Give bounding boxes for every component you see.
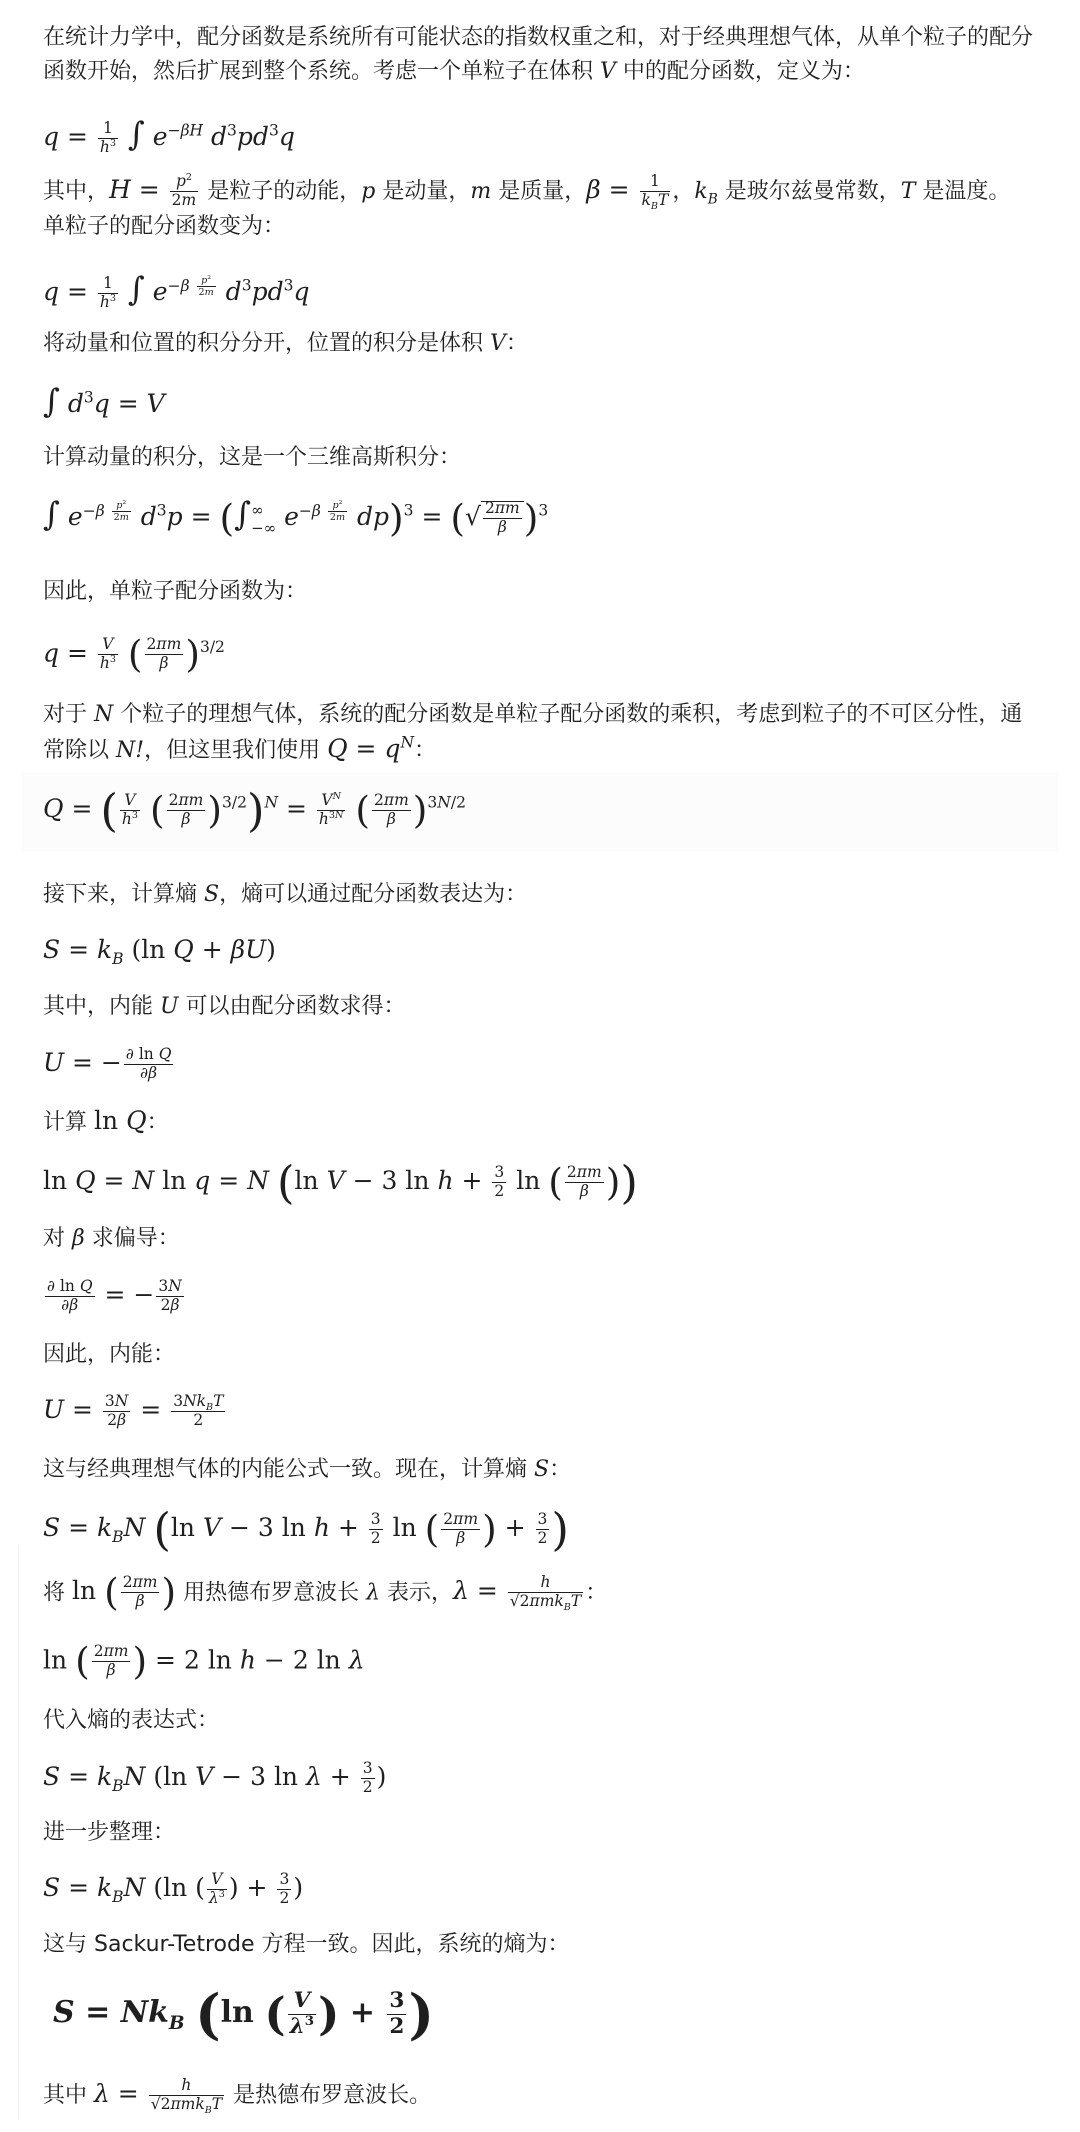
var-N-factorial: N! <box>116 738 145 763</box>
where-hamiltonian-paragraph: 其中，H = $\frac{p^2}{2m}$ 是粒子的动能，p 是动量，m 是质量，β = 1 $k_BT$ ，$k_B$ 是玻尔兹曼常数，T 是温度。 单粒子的配分函数变为： <box>43 172 1011 239</box>
text-boltzmann: 是玻尔兹曼常数， <box>717 179 901 204</box>
var-p: p <box>361 179 376 204</box>
text-single: 因此，单粒子配分函数为： <box>43 579 308 604</box>
text-colon: ： <box>549 1457 572 1482</box>
substitute-text <box>43 1704 219 1738</box>
var-S: S <box>204 882 220 907</box>
eq-entropy-expanded: $S = k_BN$ (ln V − 3 ln h + $\frac{3}{2}$ ln ( $\frac{2\pi m}{\beta}$ ) + $\frac{3}{2}$ ) <box>43 1503 569 1556</box>
eq-entropy-lambda: $S = k_BN$ (ln V − 3 ln λ + $\frac{3}{2}$ ) <box>43 1759 387 1796</box>
simplify-text <box>43 1816 175 1850</box>
text-entropy-expr: ，熵可以通过配分函数表达为： <box>219 882 528 907</box>
eq-entropy-simplified: $S = k_BN$ (ln ( $\frac{V}{\lambda^3}$ ) + $\frac{3}{2}$ ) <box>43 1870 304 1907</box>
math-lnQ: ln Q <box>94 1106 147 1135</box>
intro-line-2a: 函数开始，然后扩展到整个系统。考虑一个单粒子在体积 <box>43 59 600 84</box>
var-T: T <box>900 179 916 204</box>
left-guide-line <box>18 1545 19 2120</box>
text-colon: ： <box>414 738 437 763</box>
text-but-here: ，但这里我们使用 <box>144 738 328 763</box>
eq-ln-ratio-lambda: ln ( $\frac{2\pi m}{\beta}$ ) = 2 ln h − 2 ln λ <box>43 1639 365 1683</box>
eq-single-particle-partition: q = $\frac{1}{h^3}$ ∫ $e^{-\beta H}$ $d^3pd^3q$ <box>43 115 295 156</box>
final-lambda-note <box>43 2076 432 2117</box>
consistency-text <box>43 1453 571 1487</box>
internal-energy-intro-text <box>43 990 406 1024</box>
var-N: N <box>94 702 114 727</box>
eq-lnQ-partial-beta: $\frac{\text{∂ ln Q}}{\partial\beta}$ = − $\frac{3N}{2\beta}$ <box>47 1277 182 1314</box>
text-gauss: 计算动量的积分，这是一个三维高斯积分： <box>43 445 462 470</box>
text-kinetic: 是粒子的动能， <box>200 179 362 204</box>
eq-internal-energy-result: U = $\frac{3N}{2\beta}$ = $3Nk_BT$ 2 <box>43 1392 224 1429</box>
var-lambda: λ <box>366 1580 381 1606</box>
eq-entropy-definition: $S = k_B$ (ln Q + βU) <box>43 935 276 968</box>
text-colon: ： <box>505 331 528 356</box>
thermal-wavelength-text <box>43 1570 608 1614</box>
text-mass: 是质量， <box>491 179 587 204</box>
text-further: 进一步整理： <box>43 1820 176 1845</box>
text-internal: 因此，内能： <box>43 1342 176 1367</box>
var-kB: $k_B$ <box>694 179 718 208</box>
var-V: V <box>490 331 506 356</box>
math-H: H = $\frac{p^2}{2m}$ <box>109 172 197 209</box>
math-lambda-final: λ = h √2πmk$_B$T <box>94 2076 223 2117</box>
text-where: 其中， <box>43 179 110 204</box>
math-lambda-def: λ = h √2πmk$_B$T <box>453 1573 582 1614</box>
var-U: U <box>160 994 179 1019</box>
text-divide: 常除以 <box>43 738 116 763</box>
math-ln-ratio: ln ( $\frac{2\pi m}{\beta}$ ) <box>72 1570 177 1614</box>
internal-energy-result-text <box>43 1338 175 1372</box>
text-internal-energy: 其中，内能 <box>43 994 160 1019</box>
text-compute: 计算 <box>43 1110 94 1135</box>
text-debroglie: 用热德布罗意波长 <box>176 1580 367 1606</box>
text-for: 对于 <box>43 702 94 727</box>
math-Q-def: $Q = q^N$ <box>327 733 415 763</box>
text-sackur-tetrode: 这与 Sackur-Tetrode 方程一致。因此，系统的熵为： <box>43 1932 570 1957</box>
eq-sackur-tetrode-final: $S = Nk_B$ (ln ( $\frac{V}{\lambda^3}$ ) + $\frac{3}{2}$ ) <box>53 1982 435 2046</box>
entropy-intro-text <box>43 878 527 912</box>
n-particle-paragraph <box>43 698 1043 768</box>
text-colon: ： <box>585 1580 608 1606</box>
intro-paragraph <box>43 21 1043 89</box>
text-becomes: 单粒子的配分函数变为： <box>43 213 286 239</box>
gaussian-integral-text <box>43 441 461 475</box>
eq-system-partition: Q = ( $\frac{V}{h^3}$ ( $\frac{2\pi m}{\beta}$ )$^{3/2}$)$^N$ = $\frac{V^N}{h^{3N}}$ ( $\frac{2\pi m}{\beta}$ )$^{3N/2}$ <box>43 784 466 837</box>
partial-beta-text <box>43 1222 180 1256</box>
compute-lnq-text <box>43 1104 169 1140</box>
text-next: 接下来，计算熵 <box>43 882 204 907</box>
text-is-wavelength: 是热德布罗意波长。 <box>226 2083 432 2108</box>
intro-line-1: 在统计力学中，配分函数是系统所有可能状态的指数权重之和，对于经典理想气体，从单个粒子的配分 <box>43 25 1034 50</box>
text-replace: 将 <box>43 1580 72 1606</box>
text-from-partition: 可以由配分函数求得： <box>178 994 406 1019</box>
intro-line-2b: 中的配分函数，定义为： <box>615 59 865 84</box>
var-V: V <box>600 59 616 84</box>
eq-partition-kinetic: q = $\frac{1}{h^3}$ ∫ $e^{-\beta \frac{p^2}{2m}}$ $d^3pd^3q$ <box>43 270 310 311</box>
text-temperature: 是温度。 <box>915 179 1011 204</box>
eq-single-particle-result: q = $\frac{V}{h^3}$ ( $\frac{2\pi m}{\beta}$ )$^{3/2}$ <box>43 632 225 676</box>
math-beta-def: β = 1 $k_BT$ <box>586 172 669 213</box>
text-substitute: 代入熵的表达式： <box>43 1708 220 1733</box>
text-n-particles: 个粒子的理想气体，系统的配分函数是单粒子配分函数的乘积，考虑到粒子的不可区分性，通 <box>113 702 1023 727</box>
sackur-tetrode-text <box>43 1928 569 1962</box>
text-momentum: 是动量， <box>375 179 471 204</box>
text-colon: ： <box>146 1110 169 1135</box>
single-particle-result-text <box>43 575 307 609</box>
text-express: 表示， <box>380 1580 454 1606</box>
var-S: S <box>534 1457 550 1482</box>
eq-internal-energy-derivative: U = − $\frac{\text{∂ ln Q}}{\partial\beta}$ <box>43 1045 172 1082</box>
eq-lnQ-expansion: ln Q = N ln q = N (ln V − 3 ln h + $\frac{3}{2}$ ln ( $\frac{2\pi m}{\beta}$ )) <box>43 1156 638 1209</box>
split-integrals-text <box>43 327 528 361</box>
var-m: m <box>470 179 492 204</box>
eq-gaussian-integral: ∫ $e^{-\beta \frac{p^2}{2m}}$ $d^3p$ = (∫∞ −∞ $e^{-\beta \frac{p^2}{2m}}$ dp)$^3$ = (√ $\frac{2\pi m}{\beta}$ )$^3$ <box>43 495 549 540</box>
text-with-respect: 对 <box>43 1226 72 1251</box>
text-partial: 求偏导： <box>84 1226 180 1251</box>
text-split: 将动量和位置的积分分开，位置的积分是体积 <box>43 331 490 356</box>
text-consistent: 这与经典理想气体的内能公式一致。现在，计算熵 <box>43 1457 534 1482</box>
text-where-final: 其中 <box>43 2083 94 2108</box>
var-beta: β <box>72 1226 85 1251</box>
eq-position-integral: ∫ $d^3q = V$ <box>43 382 165 420</box>
